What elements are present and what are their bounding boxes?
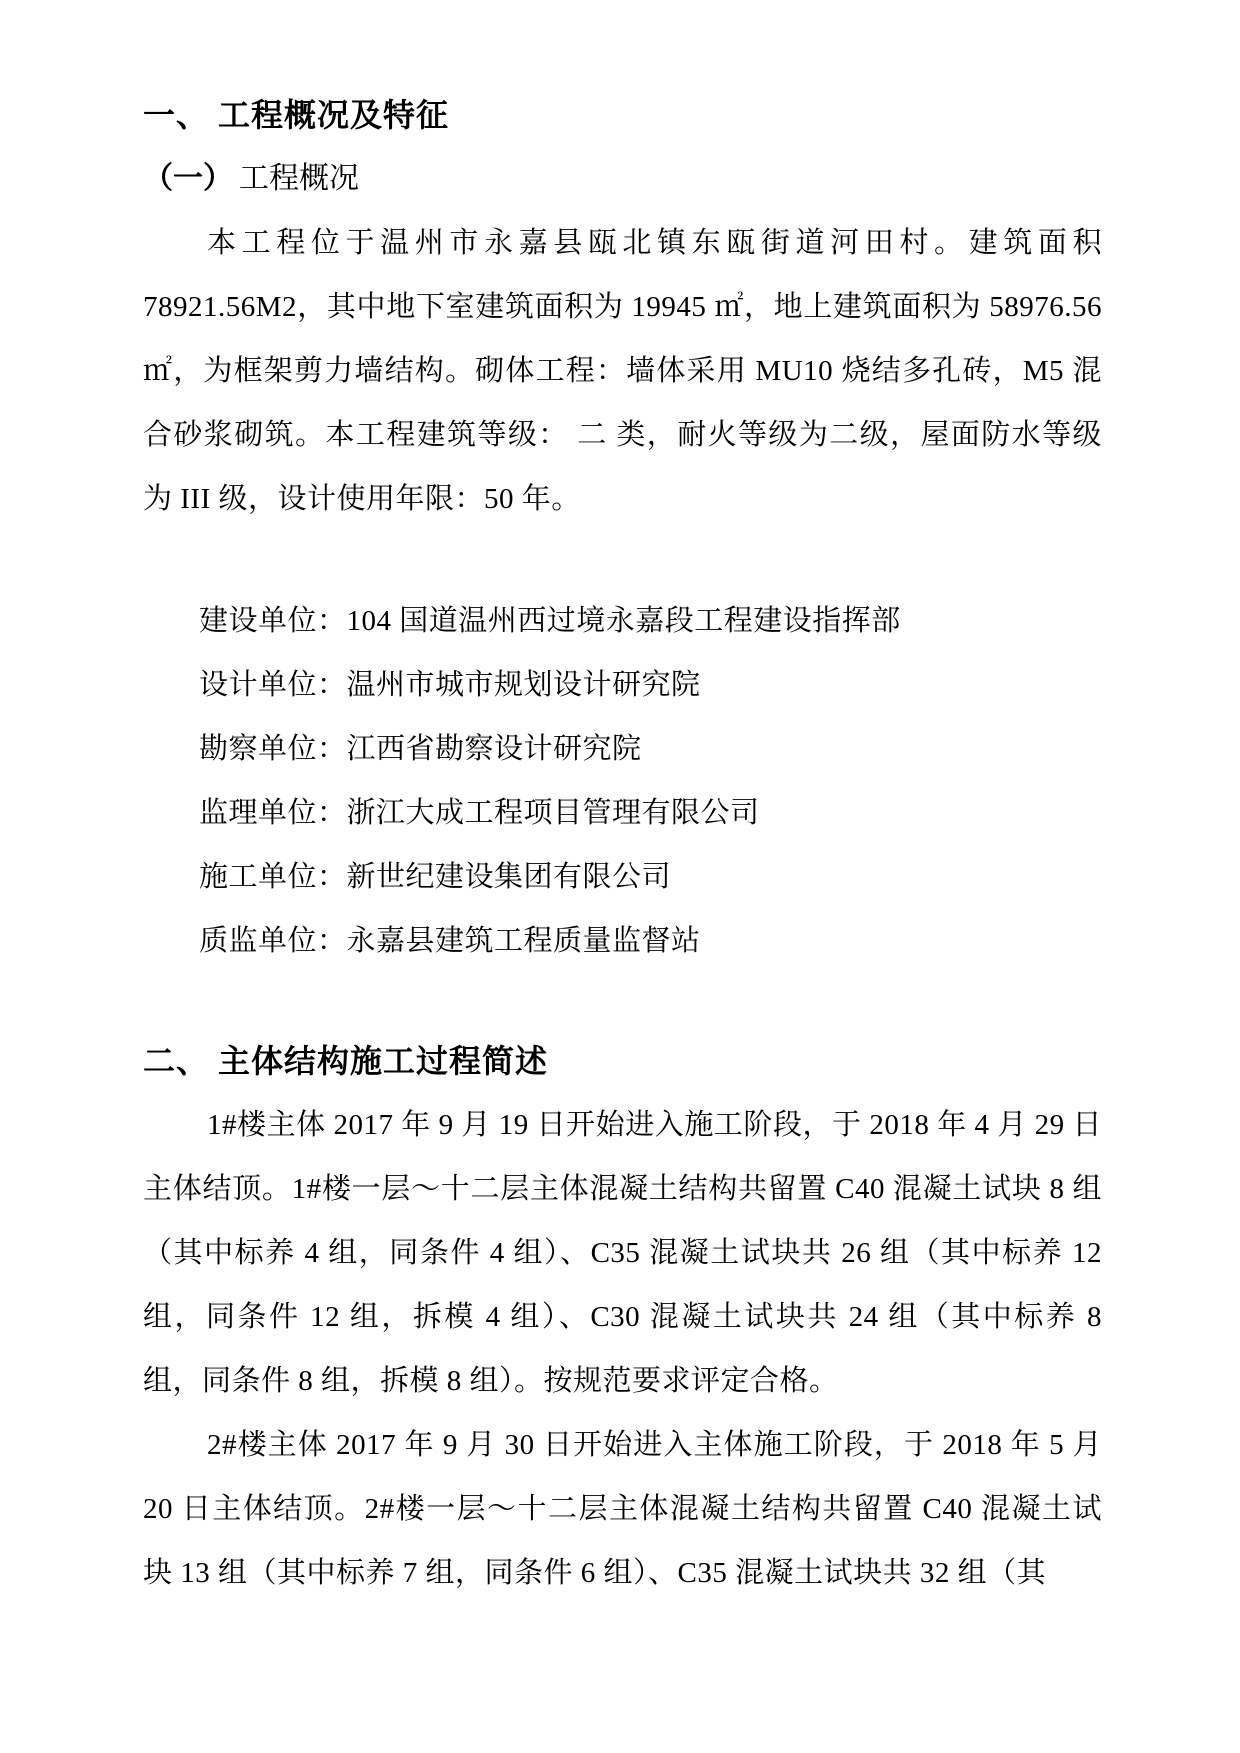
- section1-heading: 一、 工程概况及特征: [143, 97, 450, 133]
- unit-line-design: 设计单位：温州市城市规划设计研究院: [199, 669, 701, 701]
- project-units-list: [143, 589, 1102, 973]
- unit-line-construction-client: 建设单位：104 国道温州西过境永嘉段工程建设指挥部: [199, 605, 901, 637]
- section1-subheading: [143, 147, 1102, 211]
- unit-line-survey: 勘察单位：江西省勘察设计研究院: [199, 733, 642, 765]
- section1-subheading-number: （一）: [143, 162, 233, 195]
- building2-construction-paragraph: 2#楼主体 2017 年 9 月 30 日开始进入主体施工阶段，于 2018 年 5 月 20 日主体结顶。2#楼一层～十二层主体混凝土结构共留置 C40 混凝土试块 13 组（其中标养 7 组，同条件 6 组）、C35 混凝土试块共 32 组（其: [143, 1429, 1102, 1589]
- unit-line-contractor: 施工单位：新世纪建设集团有限公司: [199, 861, 672, 893]
- section2-heading: 二、 主体结构施工过程简述: [143, 1043, 549, 1079]
- unit-line-supervision: 监理单位：浙江大成工程项目管理有限公司: [199, 797, 760, 829]
- unit-line-quality-inspection: 质监单位：永嘉县建筑工程质量监督站: [199, 925, 701, 957]
- building1-construction-paragraph: 1#楼主体 2017 年 9 月 19 日开始进入施工阶段，于 2018 年 4 月 29 日主体结顶。1#楼一层～十二层主体混凝土结构共留置 C40 混凝土试块 8 组（其中标养 4 组，同条件 4 组）、C35 混凝土试块共 26 组（其中标养 12 组，同条件 12 组，拆模 4 组）、C30 混凝土试块共 24 组（其中标养 8 组，同条件 8 组，拆模 8 组）。按规范要求评定合格。: [143, 1109, 1102, 1397]
- project-overview-paragraph: 本工程位于温州市永嘉县瓯北镇东瓯街道河田村。建筑面积 78921.56M2，其中地下室建筑面积为 19945 ㎡，地上建筑面积为 58976.56 ㎡，为框架剪力墙结构。砌体工程：墙体采用 MU10 烧结多孔砖，M5 混合砂浆砌筑。本工程建筑等级： 二 类，耐火等级为二级，屋面防水等级为 III 级，设计使用年限：50 年。: [143, 227, 1102, 515]
- section1-subheading-title: 工程概况: [239, 162, 359, 195]
